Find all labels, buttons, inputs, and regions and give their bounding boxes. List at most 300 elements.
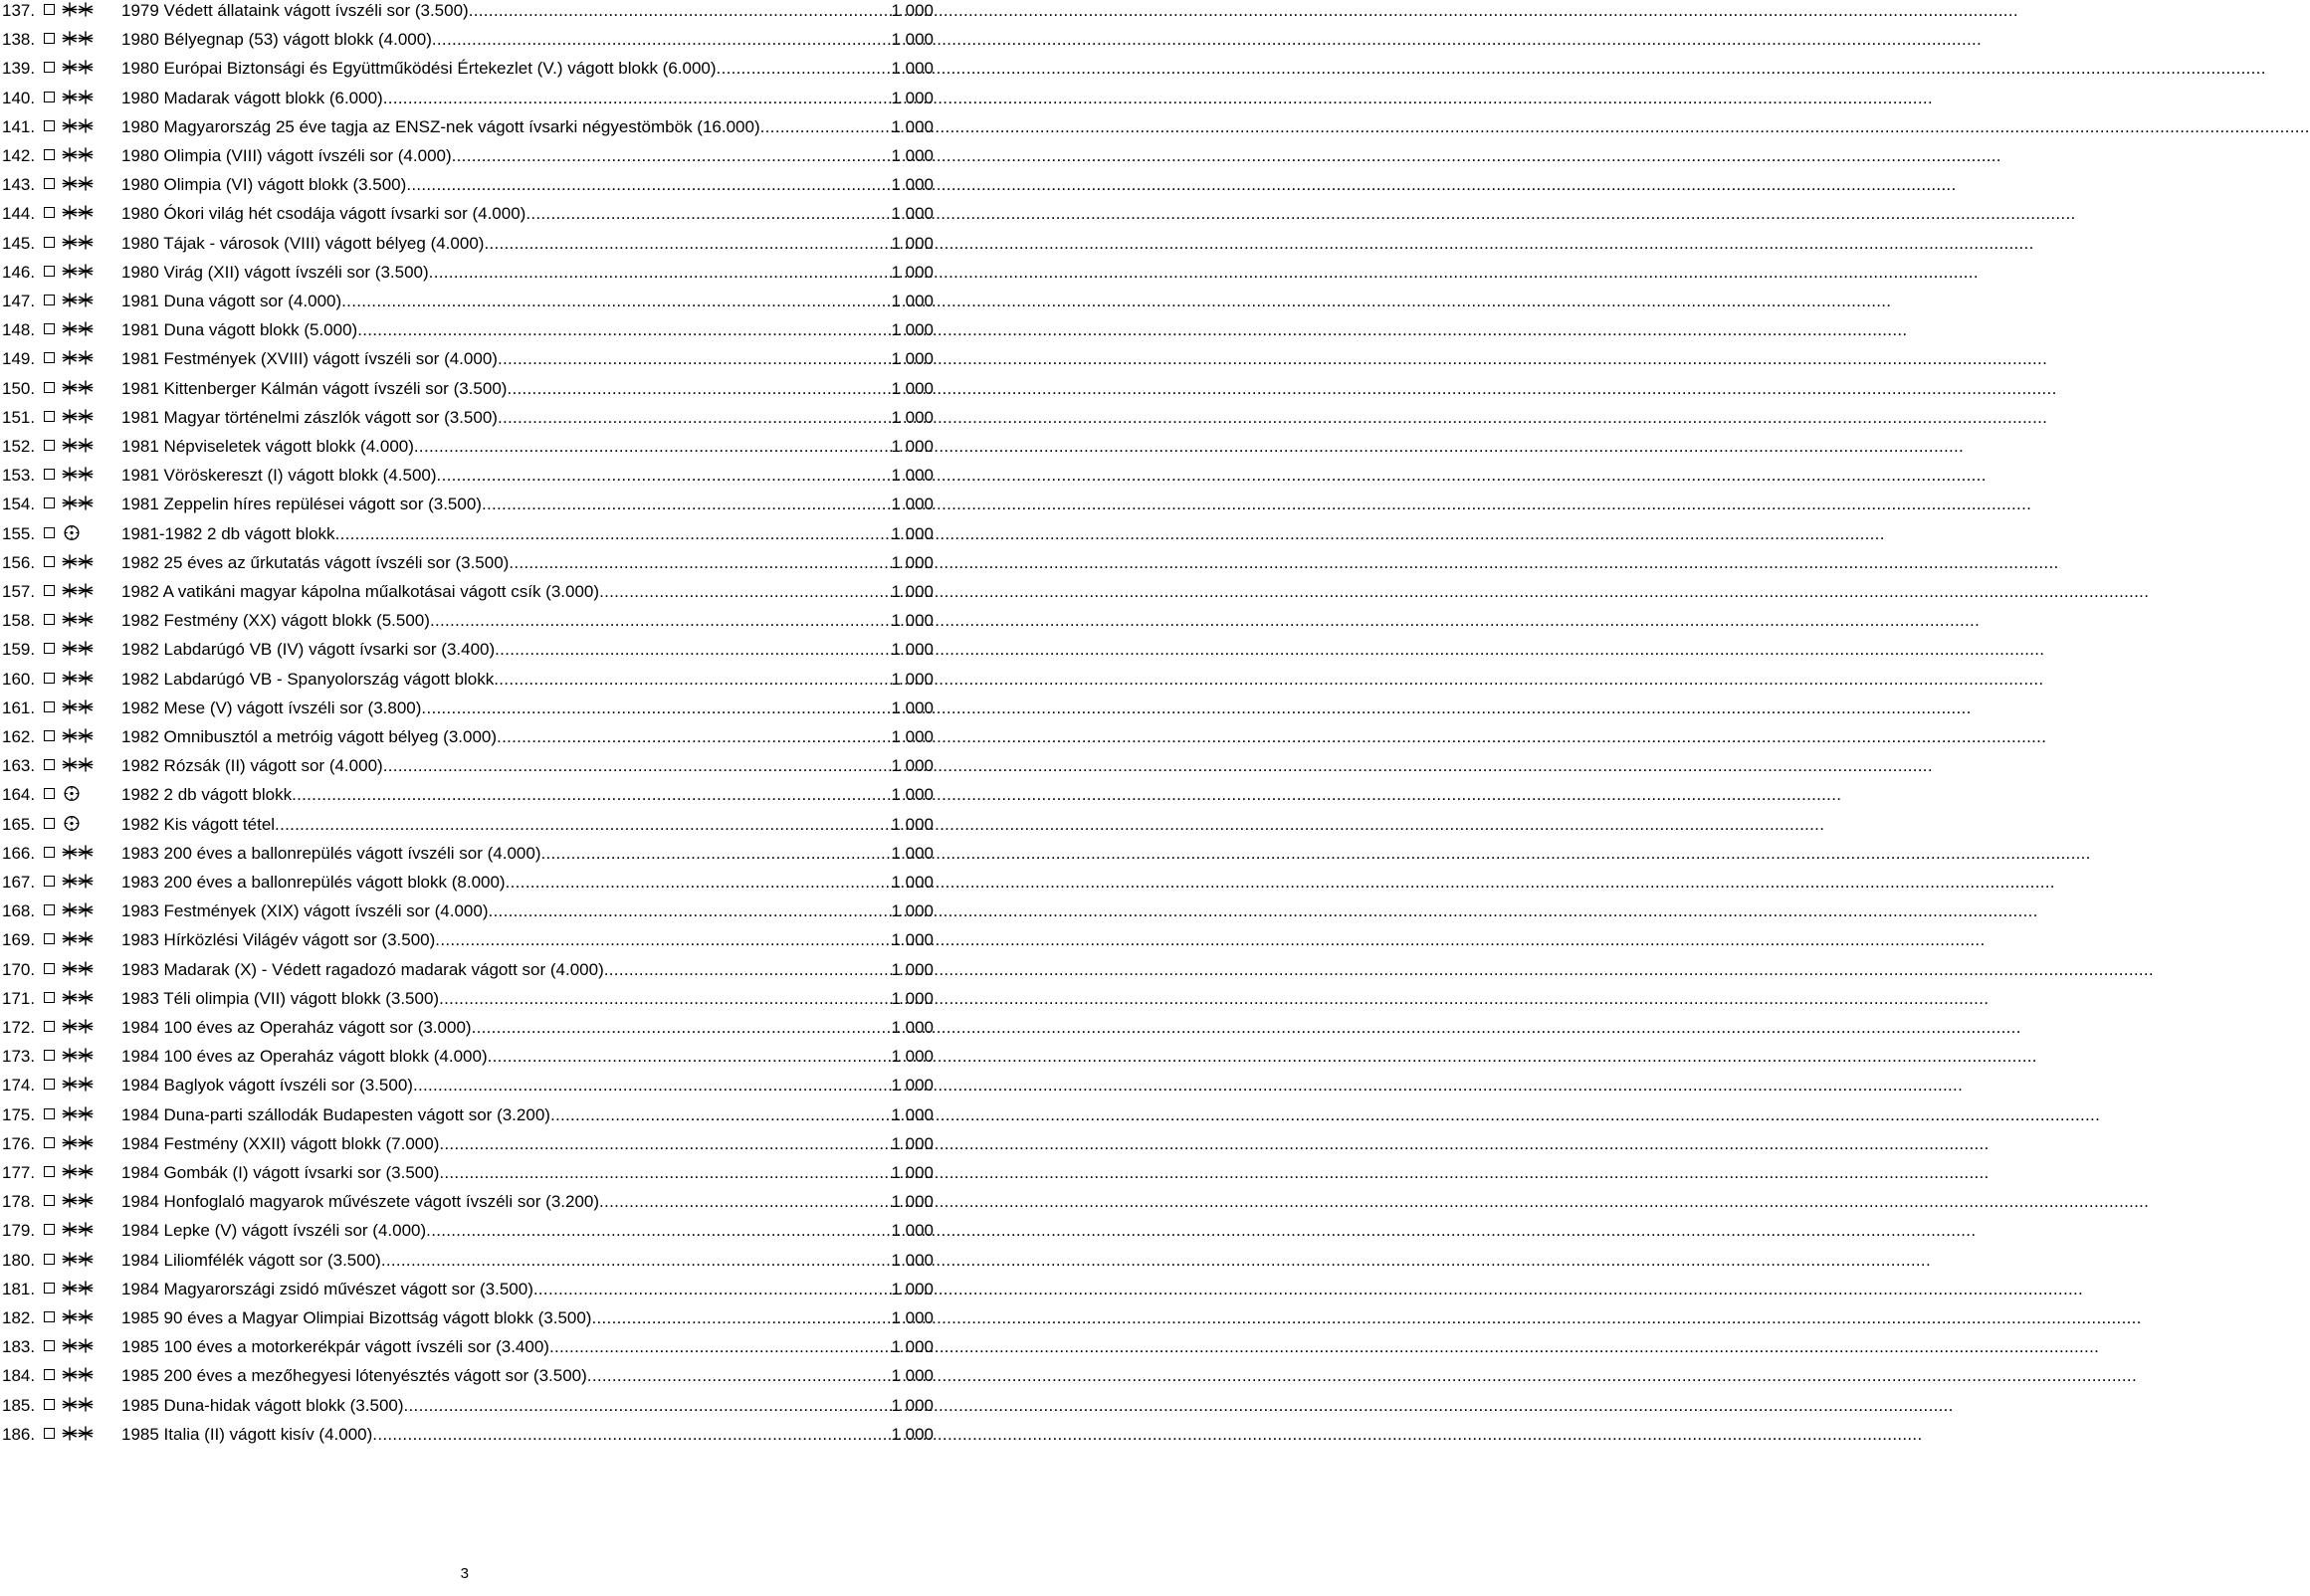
lot-description: 1984 Honfoglaló magyarok művészete vágott ívszéli sor (3.200) (121, 1192, 600, 1212)
lot-price: 1 000 (891, 88, 934, 107)
double-asterisk-icon (62, 960, 96, 977)
list-item (0, 199, 955, 228)
list-item (0, 925, 955, 954)
list-item (0, 1100, 955, 1129)
lot-price: 1 000 (891, 1366, 934, 1386)
double-asterisk-icon (62, 873, 96, 890)
dot-leader (414, 432, 892, 461)
double-asterisk-icon (62, 89, 96, 105)
list-item (0, 84, 955, 112)
lot-number: 149. (2, 349, 36, 369)
lot-price: 1 000 (891, 756, 934, 776)
lot-description: 1980 Ókori világ hét csodája vágott ívsarki sor (4.000) (121, 204, 526, 224)
dot-leader (482, 490, 892, 518)
list-item (0, 635, 955, 664)
double-asterisk-icon (62, 611, 96, 628)
postmark-icon (62, 815, 96, 832)
lot-description: 1980 Olimpia (VIII) vágott ívszéli sor (4.000) (121, 146, 452, 165)
lot-number: 166. (2, 843, 36, 863)
checkbox-icon[interactable] (44, 673, 55, 684)
lot-price: 1 000 (891, 292, 934, 310)
lot-description: 1984 Liliomfélék vágott sor (3.500) (121, 1250, 381, 1270)
lot-description: 1985 Italia (II) vágott kisív (4.000) (121, 1424, 373, 1444)
lot-price: 1 000 (891, 930, 934, 950)
list-item (0, 722, 955, 751)
dot-leader (469, 0, 892, 25)
double-asterisk-icon (62, 1163, 96, 1180)
lot-line (121, 490, 934, 518)
lot-number: 141. (2, 116, 36, 136)
lot-number: 173. (2, 1047, 36, 1067)
lot-number: 181. (2, 1279, 36, 1298)
lot-price: 1 000 (891, 349, 934, 369)
lot-description: 1984 Baglyok vágott ívszéli sor (3.500) (121, 1076, 413, 1096)
double-asterisk-icon (62, 582, 96, 599)
checkbox-icon[interactable] (44, 149, 55, 160)
lot-price: 1 000 (891, 146, 934, 165)
lot-number: 151. (2, 407, 36, 427)
lot-description: 1981 Kittenberger Kálmán vágott ívszéli sor (3.500) (121, 378, 508, 398)
list-item (0, 461, 955, 490)
lot-price: 1 000 (891, 1047, 934, 1067)
lot-line (121, 839, 934, 868)
dot-leader (357, 315, 891, 344)
lot-number: 137. (2, 1, 36, 20)
list-item (0, 1303, 955, 1332)
dot-leader (506, 868, 892, 897)
checkbox-icon[interactable] (44, 237, 55, 248)
list-item (0, 955, 955, 984)
checkbox-icon[interactable] (44, 1311, 55, 1322)
lot-price: 1 000 (891, 1, 934, 20)
lot-price: 1 000 (891, 1424, 934, 1444)
checkbox-icon[interactable] (44, 847, 55, 858)
checkbox-icon[interactable] (44, 498, 55, 508)
dot-leader (507, 374, 891, 403)
lot-line (121, 1158, 934, 1187)
double-asterisk-icon (62, 1, 96, 18)
checkbox-icon[interactable] (44, 1137, 55, 1148)
lot-number: 143. (2, 175, 36, 195)
double-asterisk-icon (62, 930, 96, 947)
double-asterisk-icon (62, 1366, 96, 1383)
double-asterisk-icon (62, 1308, 96, 1325)
list-item (0, 258, 955, 287)
lot-price: 1 000 (891, 1104, 934, 1124)
checkbox-icon[interactable] (44, 266, 55, 277)
dot-leader (383, 84, 892, 112)
lot-description: 1981 Festmények (XVIII) vágott ívszéli sor (4.000) (121, 349, 498, 369)
dot-leader (604, 955, 892, 984)
checkbox-icon[interactable] (44, 614, 55, 625)
list-item (0, 54, 955, 83)
postmark-icon (62, 524, 96, 541)
checkbox-icon[interactable] (44, 33, 55, 44)
lot-description: 1982 Kis vágott tétel (121, 814, 276, 834)
lot-number: 175. (2, 1104, 36, 1124)
lot-number: 150. (2, 378, 36, 398)
lot-number: 177. (2, 1163, 36, 1182)
lot-description: 1980 Madarak vágott blokk (6.000) (121, 88, 383, 107)
checkbox-icon[interactable] (44, 818, 55, 829)
lot-description: 1982 2 db vágott blokk (121, 785, 293, 805)
lot-number: 185. (2, 1395, 36, 1415)
checkbox-icon[interactable] (44, 1428, 55, 1439)
lot-description: 1983 200 éves a ballonrepülés vágott blokk (8.000) (121, 873, 506, 892)
dot-leader (760, 112, 892, 141)
lot-description: 1981-1982 2 db vágott blokk (121, 523, 335, 543)
lot-description: 1980 Virág (XII) vágott ívszéli sor (3.500) (121, 262, 429, 282)
lot-number: 160. (2, 669, 36, 689)
lot-line (121, 868, 934, 897)
lot-description: 1981 Magyar történelmi zászlók vágott sor (3.500) (121, 407, 498, 427)
double-asterisk-icon (62, 901, 96, 918)
lot-price: 1 000 (891, 378, 934, 398)
checkbox-icon[interactable] (44, 62, 55, 73)
list-item (0, 984, 955, 1013)
checkbox-icon[interactable] (44, 469, 55, 480)
lot-price: 1 000 (891, 320, 934, 340)
lot-description: 1983 Téli olimpia (VII) vágott blokk (3.500) (121, 988, 440, 1008)
lot-price: 1 000 (891, 59, 934, 79)
checkbox-icon[interactable] (44, 556, 55, 567)
lot-line (121, 25, 934, 54)
lot-line (121, 344, 934, 373)
lot-number: 172. (2, 1018, 36, 1037)
lot-line (121, 1042, 934, 1071)
checkbox-icon[interactable] (44, 1079, 55, 1090)
lot-description: 1981 Duna vágott sor (4.000) (121, 292, 342, 310)
list-item (0, 694, 955, 722)
double-asterisk-icon (62, 1076, 96, 1093)
checkbox-icon[interactable] (44, 904, 55, 915)
lot-price: 1 000 (891, 175, 934, 195)
dot-leader (430, 606, 892, 635)
checkbox-icon[interactable] (44, 1166, 55, 1177)
list-item (0, 519, 955, 548)
lot-number: 154. (2, 495, 36, 514)
lot-line (121, 694, 934, 722)
dot-leader (484, 229, 891, 258)
double-asterisk-icon (62, 204, 96, 221)
dot-leader (599, 1187, 891, 1216)
list-item (0, 229, 955, 258)
checkbox-icon[interactable] (44, 295, 55, 305)
list-item (0, 780, 955, 809)
lot-number: 153. (2, 466, 36, 486)
checkbox-icon[interactable] (44, 4, 55, 15)
lot-line (121, 925, 934, 954)
lot-description: 1981 Népviseletek vágott blokk (4.000) (121, 437, 414, 456)
checkbox-icon[interactable] (44, 178, 55, 189)
double-asterisk-icon (62, 30, 96, 47)
list-item (0, 1158, 955, 1187)
list-item (0, 287, 955, 315)
lot-number: 163. (2, 756, 36, 776)
lot-number: 146. (2, 262, 36, 282)
lot-description: 1980 Tájak - városok (VIII) vágott bélyeg (4.000) (121, 233, 485, 253)
checkbox-icon[interactable] (44, 643, 55, 654)
list-item (0, 1187, 955, 1216)
lot-price: 1 000 (891, 785, 934, 805)
dot-leader (439, 1129, 891, 1158)
checkbox-icon[interactable] (44, 963, 55, 974)
list-item (0, 490, 955, 518)
lot-description: 1984 Duna-parti szállodák Budapesten vágott sor (3.200) (121, 1104, 550, 1124)
lot-number: 168. (2, 901, 36, 921)
checkbox-icon[interactable] (44, 933, 55, 944)
lot-line (121, 1275, 934, 1303)
lot-price: 1 000 (891, 611, 934, 631)
lot-line (121, 780, 934, 809)
checkbox-icon[interactable] (44, 1399, 55, 1410)
lot-description: 1979 Védett állataink vágott ívszéli sor (3.500) (121, 1, 469, 20)
checkbox-icon[interactable] (44, 992, 55, 1003)
double-asterisk-icon (62, 553, 96, 570)
lot-description: 1980 Európai Biztonsági és Együttműködési Értekezlet (V.) vágott blokk (6.000) (121, 59, 717, 79)
double-asterisk-icon (62, 379, 96, 396)
lot-number: 144. (2, 204, 36, 224)
lot-number: 186. (2, 1424, 36, 1444)
dot-leader (435, 925, 891, 954)
lot-description: 1984 100 éves az Operaház vágott sor (3.000) (121, 1018, 472, 1037)
checkbox-icon[interactable] (44, 585, 55, 596)
dot-leader (472, 1013, 892, 1042)
lot-price: 1 000 (891, 233, 934, 253)
checkbox-icon[interactable] (44, 1224, 55, 1235)
checkbox-icon[interactable] (44, 92, 55, 102)
checkbox-icon[interactable] (44, 527, 55, 538)
lot-description: 1981 Vöröskereszt (I) vágott blokk (4.500) (121, 466, 437, 486)
lot-description: 1985 100 éves a motorkerékpár vágott ívszéli sor (3.400) (121, 1337, 549, 1357)
lot-number: 156. (2, 552, 36, 572)
lot-number: 179. (2, 1221, 36, 1241)
checkbox-icon[interactable] (44, 1021, 55, 1032)
lot-price: 1 000 (891, 407, 934, 427)
lot-description: 1982 25 éves az űrkutatás vágott ívszéli sor (3.500) (121, 552, 510, 572)
checkbox-icon[interactable] (44, 411, 55, 422)
checkbox-icon[interactable] (44, 323, 55, 334)
lot-line (121, 577, 934, 606)
lot-line (121, 665, 934, 694)
dot-leader (587, 1361, 892, 1390)
double-asterisk-icon (62, 234, 96, 251)
lot-line (121, 1216, 934, 1245)
double-asterisk-icon (62, 1337, 96, 1354)
lot-number: 158. (2, 611, 36, 631)
dot-leader (372, 1420, 891, 1449)
list-item (0, 1246, 955, 1275)
checkbox-icon[interactable] (44, 207, 55, 218)
lot-number: 155. (2, 523, 36, 543)
checkbox-icon[interactable] (44, 1050, 55, 1061)
lot-price: 1 000 (891, 1018, 934, 1037)
list-item (0, 374, 955, 403)
checkbox-icon[interactable] (44, 1195, 55, 1206)
list-item (0, 1391, 955, 1420)
checkbox-icon[interactable] (44, 730, 55, 741)
double-asterisk-icon (62, 640, 96, 657)
lot-number: 148. (2, 320, 36, 340)
lot-number: 162. (2, 727, 36, 746)
dot-leader (549, 1332, 892, 1361)
lot-price: 1 000 (891, 1076, 934, 1096)
lot-price: 1 000 (891, 1250, 934, 1270)
lot-line (121, 0, 934, 25)
lot-number: 152. (2, 437, 36, 456)
dot-leader (404, 1391, 892, 1420)
checkbox-icon[interactable] (44, 1254, 55, 1265)
lot-price: 1 000 (891, 204, 934, 224)
dot-leader (426, 1216, 891, 1245)
double-asterisk-icon (62, 117, 96, 134)
lot-number: 176. (2, 1133, 36, 1153)
lot-price: 1 000 (891, 640, 934, 660)
lot-price: 1 000 (891, 814, 934, 834)
checkbox-icon[interactable] (44, 876, 55, 887)
list-item (0, 315, 955, 344)
checkbox-icon[interactable] (44, 352, 55, 363)
list-item (0, 112, 955, 141)
lot-line (121, 432, 934, 461)
checkbox-icon[interactable] (44, 788, 55, 799)
lot-description: 1982 Labdarúgó VB (IV) vágott ívsarki sor (3.400) (121, 640, 496, 660)
lot-number: 183. (2, 1337, 36, 1357)
lot-number: 174. (2, 1076, 36, 1096)
lot-description: 1980 Magyarország 25 éve tagja az ENSZ-nek vágott ívsarki négyestömbök (16.000) (121, 116, 760, 136)
lot-line (121, 170, 934, 199)
lot-number: 138. (2, 30, 36, 50)
double-asterisk-icon (62, 1018, 96, 1035)
lot-description: 1982 Rózsák (II) vágott sor (4.000) (121, 756, 383, 776)
dot-leader (488, 1042, 892, 1071)
lot-line (121, 374, 934, 403)
double-asterisk-icon (62, 844, 96, 861)
lot-number: 171. (2, 988, 36, 1008)
list-item (0, 141, 955, 170)
checkbox-icon[interactable] (44, 120, 55, 131)
lot-description: 1983 200 éves a ballonrepülés vágott ívszéli sor (4.000) (121, 843, 541, 863)
lot-description: 1983 Festmények (XIX) vágott ívszéli sor (4.000) (121, 901, 489, 921)
lot-description: 1984 100 éves az Operaház vágott blokk (4.000) (121, 1047, 488, 1067)
dot-leader (497, 722, 891, 751)
lot-line (121, 112, 934, 141)
checkbox-icon[interactable] (44, 1108, 55, 1119)
checkbox-icon[interactable] (44, 1369, 55, 1380)
list-item (0, 170, 955, 199)
lot-number: 182. (2, 1308, 36, 1327)
list-item (0, 1013, 955, 1042)
lot-description: 1982 Festmény (XX) vágott blokk (5.500) (121, 611, 430, 631)
list-item (0, 1420, 955, 1449)
lot-number: 147. (2, 292, 36, 310)
double-asterisk-icon (62, 670, 96, 687)
lot-line (121, 519, 934, 548)
lot-price: 1 000 (891, 1395, 934, 1415)
lot-line (121, 84, 934, 112)
list-item (0, 1216, 955, 1245)
dot-leader (599, 577, 891, 606)
dot-leader (550, 1100, 892, 1129)
double-asterisk-icon (62, 466, 96, 483)
lot-price: 1 000 (891, 873, 934, 892)
dot-leader (429, 258, 892, 287)
lot-description: 1980 Olimpia (VI) vágott blokk (3.500) (121, 175, 407, 195)
lot-description: 1983 Madarak (X) - Védett ragadozó madarak vágott sor (4.000) (121, 959, 604, 979)
dot-leader (717, 54, 892, 83)
list-item (0, 897, 955, 925)
lot-price: 1 000 (891, 959, 934, 979)
lot-number: 157. (2, 582, 36, 601)
double-asterisk-icon (62, 263, 96, 280)
lot-line (121, 722, 934, 751)
lot-price: 1 000 (891, 1133, 934, 1153)
double-asterisk-icon (62, 175, 96, 192)
lot-line (121, 258, 934, 287)
list-item (0, 810, 955, 839)
double-asterisk-icon (62, 349, 96, 366)
page-number: 3 (460, 1565, 469, 1582)
lot-number: 170. (2, 959, 36, 979)
list-item (0, 1361, 955, 1390)
lot-line (121, 548, 934, 577)
checkbox-icon[interactable] (44, 701, 55, 712)
list-item (0, 751, 955, 780)
dot-leader (292, 780, 891, 809)
lot-description: 1982 A vatikáni magyar kápolna műalkotásai vágott csík (3.000) (121, 582, 600, 601)
checkbox-icon[interactable] (44, 1283, 55, 1294)
double-asterisk-icon (62, 408, 96, 425)
lot-price: 1 000 (891, 843, 934, 863)
lot-price: 1 000 (891, 582, 934, 601)
lot-number: 145. (2, 233, 36, 253)
lot-number: 184. (2, 1366, 36, 1386)
lot-line (121, 751, 934, 780)
lot-number: 165. (2, 814, 36, 834)
dot-leader (421, 694, 891, 722)
lot-price: 1 000 (891, 1221, 934, 1241)
lot-description: 1981 Duna vágott blokk (5.000) (121, 320, 358, 340)
lot-price: 1 000 (891, 901, 934, 921)
double-asterisk-icon (62, 1134, 96, 1151)
double-asterisk-icon (62, 698, 96, 715)
lot-description: 1983 Hírközlési Világév vágott sor (3.500) (121, 930, 436, 950)
list-item (0, 606, 955, 635)
lot-description: 1985 90 éves a Magyar Olimpiai Bizottság vágott blokk (3.500) (121, 1308, 592, 1327)
checkbox-icon[interactable] (44, 440, 55, 451)
lot-number: 161. (2, 698, 36, 717)
double-asterisk-icon (62, 1047, 96, 1064)
lot-line (121, 1361, 934, 1390)
lot-price: 1 000 (891, 1192, 934, 1212)
lot-number: 180. (2, 1250, 36, 1270)
double-asterisk-icon (62, 1425, 96, 1442)
lot-description: 1984 Festmény (XXII) vágott blokk (7.000) (121, 1133, 440, 1153)
double-asterisk-icon (62, 59, 96, 76)
lot-number: 178. (2, 1192, 36, 1212)
double-asterisk-icon (62, 495, 96, 511)
lot-number: 159. (2, 640, 36, 660)
checkbox-icon[interactable] (44, 759, 55, 770)
lot-line (121, 54, 934, 83)
lot-price: 1 000 (891, 495, 934, 514)
lot-description: 1984 Magyarországi zsidó művészet vágott sor (3.500) (121, 1279, 533, 1298)
lot-price: 1 000 (891, 466, 934, 486)
checkbox-icon[interactable] (44, 1340, 55, 1351)
postmark-icon (62, 785, 96, 802)
checkbox-icon[interactable] (44, 382, 55, 393)
lot-line (121, 810, 934, 839)
